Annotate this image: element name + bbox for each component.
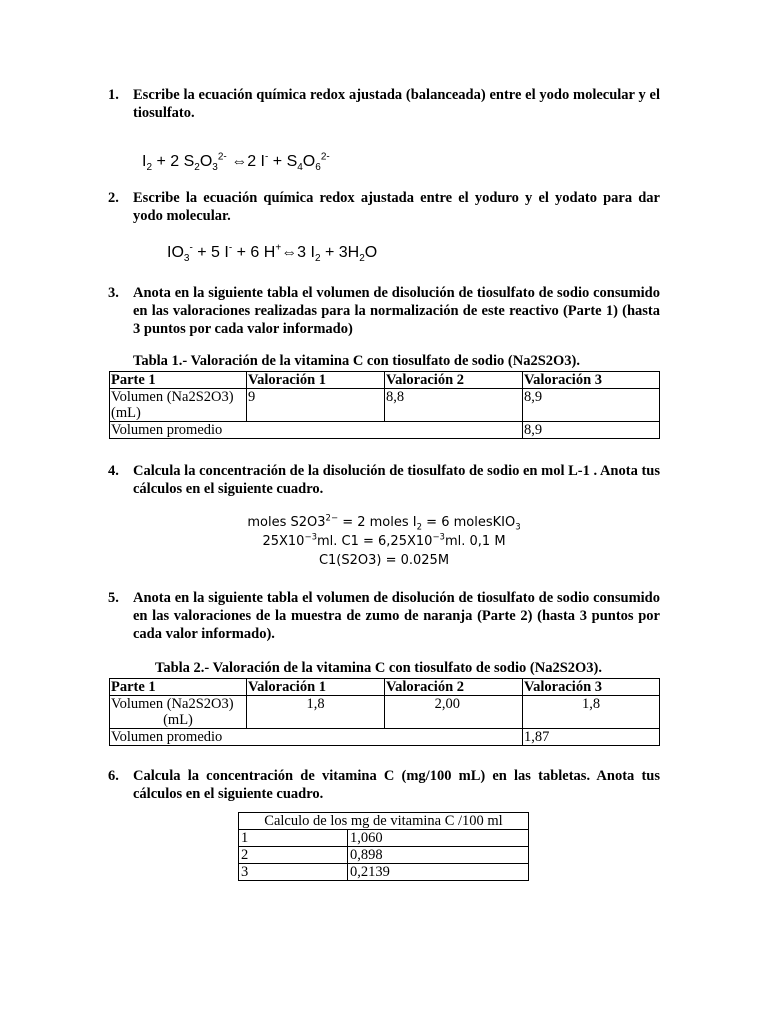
table-cell: 0,898 (348, 847, 529, 864)
table-header-cell: Valoración 3 (523, 372, 660, 389)
row-index: 2 (239, 847, 348, 864)
row-index: 3 (239, 864, 348, 881)
table-header-cell: Valoración 2 (385, 679, 523, 696)
question-1 (108, 86, 660, 122)
question-text: Escribe la ecuación química redox ajustada entre el yoduro y el yodato para dar yodo molecular. (133, 190, 660, 224)
average-label: Volumen promedio (110, 422, 523, 439)
question-number: 1. (108, 87, 119, 103)
table-cell: 8,8 (385, 389, 523, 422)
table-header-row (110, 679, 660, 696)
average-value: 8,9 (523, 422, 660, 439)
table-row (239, 847, 529, 864)
table-cell: 1,8 (523, 696, 660, 729)
calc-line-2: $25X10^{-3}ml$. $C1 = 6,25X10^{-3}ml$. 0,1 M (262, 532, 506, 549)
table-header-cell: Valoración 3 (523, 679, 660, 696)
table2-caption: Tabla 2.- Valoración de la vitamina C con tiosulfato de sodio (Na2S2O3). (155, 660, 602, 676)
table-row (239, 864, 529, 881)
question-3 (108, 284, 660, 338)
equation-iodine-thiosulfate: $I_2 + 2$ $S_2O_3^{2-}$ ⇔2 $I^- + S_4O_6^{2-}$ (142, 151, 330, 174)
table-header-cell: Parte 1 (110, 372, 247, 389)
table-row-average (110, 422, 660, 439)
calculation-block (0, 513, 768, 570)
question-number: 3. (108, 285, 119, 301)
table-header-cell: Valoración 1 (247, 679, 385, 696)
question-number: 6. (108, 768, 119, 784)
question-number: 2. (108, 190, 119, 206)
vitamin-c-table (238, 812, 529, 881)
table-header-cell: Valoración 2 (385, 372, 523, 389)
table-header-row (110, 372, 660, 389)
calc-line-3: C1(S2O3) = 0.025M (318, 553, 450, 568)
table-header-cell: Calculo de los mg de vitamina C /100 ml (239, 813, 529, 830)
table-cell: 9 (247, 389, 385, 422)
table-cell: 8,9 (523, 389, 660, 422)
question-2 (108, 189, 660, 225)
table-header-row (239, 813, 529, 830)
row-index: 1 (239, 830, 348, 847)
question-text: Calcula la concentración de vitamina C (mg/100 mL) en las tabletas. Anota tus cálculos en el siguiente cuadro. (133, 768, 660, 802)
question-4 (108, 462, 660, 498)
table1 (109, 371, 660, 439)
row-label: Volumen (Na2S2O3) (mL) (110, 696, 247, 729)
average-value: 1,87 (523, 729, 660, 746)
row-label: Volumen (Na2S2O3) (mL) (110, 389, 247, 422)
calc-line-1: moles $S2O3^{2-} = 2$ moles $I_2 = 6$ molesKIO$_3$ (247, 513, 521, 533)
table1-caption: Tabla 1.- Valoración de la vitamina C con tiosulfato de sodio (Na2S2O3). (133, 353, 580, 369)
table-row (110, 696, 660, 729)
question-6 (108, 767, 660, 803)
table-header-cell: Valoración 1 (247, 372, 385, 389)
table-cell: 1,8 (247, 696, 385, 729)
question-text: Escribe la ecuación química redox ajustada (balanceada) entre el yodo molecular y el tiosulfato. (133, 87, 660, 121)
table2 (109, 678, 660, 746)
question-number: 5. (108, 590, 119, 606)
equation-iodide-iodate: $IO_3^- + 5$ I- + 6 H+⇔3 $I_2 + 3H_2O$ (167, 242, 378, 265)
table-cell: 0,2139 (348, 864, 529, 881)
average-label: Volumen promedio (110, 729, 523, 746)
question-number: 4. (108, 463, 119, 479)
table-row-average (110, 729, 660, 746)
table-row (110, 389, 660, 422)
question-text: Anota en la siguiente tabla el volumen de disolución de tiosulfato de sodio consumido en las valoraciones de la muestra de zumo de naranja (Parte 2) (hasta 3 puntos por cada valor informado). (133, 590, 660, 642)
question-text: Anota en la siguiente tabla el volumen de disolución de tiosulfato de sodio consumido en las valoraciones realizadas para la normalización de este reactivo (Parte 1) (hasta 3 puntos por cada valor informado) (133, 285, 660, 337)
question-text: Calcula la concentración de la disolución de tiosulfato de sodio en mol L-1 . Anota tus cálculos en el siguiente cuadro. (133, 463, 660, 497)
table-cell: 2,00 (385, 696, 523, 729)
table-row (239, 830, 529, 847)
table-header-cell: Parte 1 (110, 679, 247, 696)
question-5 (108, 589, 660, 643)
table-cell: 1,060 (348, 830, 529, 847)
